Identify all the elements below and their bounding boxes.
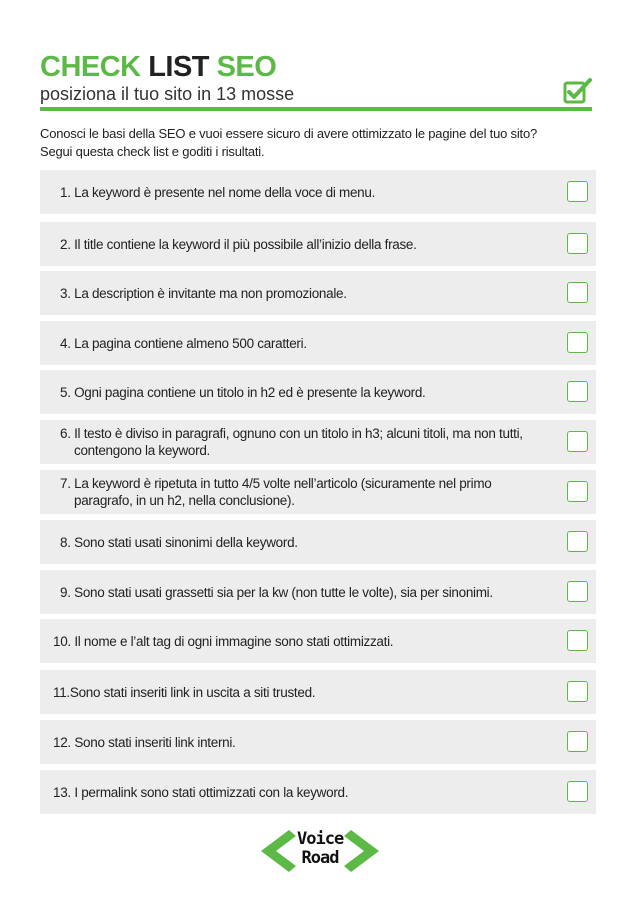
header-divider (40, 107, 592, 111)
intro-line-1: Conosci le basi della SEO e vuoi essere sicuro di avere ottimizzato le pagine del tuo sito? (40, 126, 538, 141)
item-text: 9. Sono stati usati grassetti sia per la kw (non tutte le volte), sia per sinonimi. (60, 584, 493, 600)
checklist-item-10 (40, 619, 596, 663)
intro-text (40, 125, 600, 161)
checkbox-icon[interactable] (567, 481, 588, 502)
checklist-item-2 (40, 222, 596, 266)
logo-line-1: Voice (297, 829, 344, 849)
item-text: 12. Sono stati inseriti link interni. (53, 734, 236, 750)
title-seo: SEO (216, 51, 277, 83)
item-text: 10. Il nome e l’alt tag di ogni immagine sono stati ottimizzati. (53, 633, 394, 649)
checkbox-icon[interactable] (567, 282, 588, 303)
checklist-item-4 (40, 321, 596, 365)
checkbox-icon[interactable] (567, 181, 588, 202)
item-text: 4. La pagina contiene almeno 500 caratteri. (60, 335, 307, 351)
checkbox-icon[interactable] (567, 581, 588, 602)
item-text (40, 425, 545, 459)
item-text: 8. Sono stati usati sinonimi della keyword. (60, 534, 298, 550)
checkbox-icon[interactable] (567, 681, 588, 702)
item-text: 1. La keyword è presente nel nome della voce di menu. (60, 184, 376, 200)
item-text-line-2: contengono la keyword. (74, 443, 210, 458)
checkbox-icon[interactable] (567, 781, 588, 802)
checkbox-icon[interactable] (567, 332, 588, 353)
title-check: CHECK (40, 51, 141, 83)
checklist-item-11 (40, 670, 596, 714)
checkbox-icon[interactable] (567, 381, 588, 402)
item-text: 2. Il title contiene la keyword il più possibile all’inizio della frase. (60, 236, 417, 252)
intro-line-2: Segui questa check list e goditi i risultati. (40, 144, 265, 159)
page-subtitle: posiziona il tuo sito in 13 mosse (40, 84, 295, 104)
checklist-item-3 (40, 271, 596, 315)
item-text: 11.Sono stati inseriti link in uscita a siti trusted. (53, 684, 316, 700)
checklist-item-1 (40, 170, 596, 214)
voice-road-logo (259, 828, 381, 874)
title-list: LIST (148, 51, 210, 83)
checked-box-icon (563, 77, 593, 105)
checkbox-icon[interactable] (567, 431, 588, 452)
item-text (40, 475, 545, 509)
header (40, 52, 592, 105)
checkbox-icon[interactable] (567, 731, 588, 752)
checkbox-icon[interactable] (567, 630, 588, 651)
item-text-line-2: paragrafo, in un h2, nella conclusione). (74, 493, 295, 508)
item-text: 13. I permalink sono stati ottimizzati con la keyword. (53, 784, 349, 800)
item-text: 5. Ogni pagina contiene un titolo in h2 ed è presente la keyword. (60, 384, 426, 400)
item-text: 3. La description è invitante ma non promozionale. (60, 285, 347, 301)
checklist-item-9 (40, 570, 596, 614)
logo-line-2: Road (301, 848, 339, 868)
checkbox-icon[interactable] (567, 531, 588, 552)
checklist-item-13 (40, 770, 596, 814)
checklist-item-8 (40, 520, 596, 564)
logo-wordmark (297, 830, 343, 868)
item-text-line-1: 6. Il testo è diviso in paragrafi, ognuno con un titolo in h3; alcuni titoli, ma non tutti, (60, 426, 523, 441)
checklist-item-7 (40, 470, 596, 514)
item-text-line-1: 7. La keyword è ripetuta in tutto 4/5 volte nell’articolo (sicuramente nel primo (60, 476, 492, 491)
checklist-item-12 (40, 720, 596, 764)
checklist-item-6 (40, 420, 596, 464)
checkbox-icon[interactable] (567, 233, 588, 254)
page-title (40, 52, 592, 82)
checklist-item-5 (40, 370, 596, 414)
